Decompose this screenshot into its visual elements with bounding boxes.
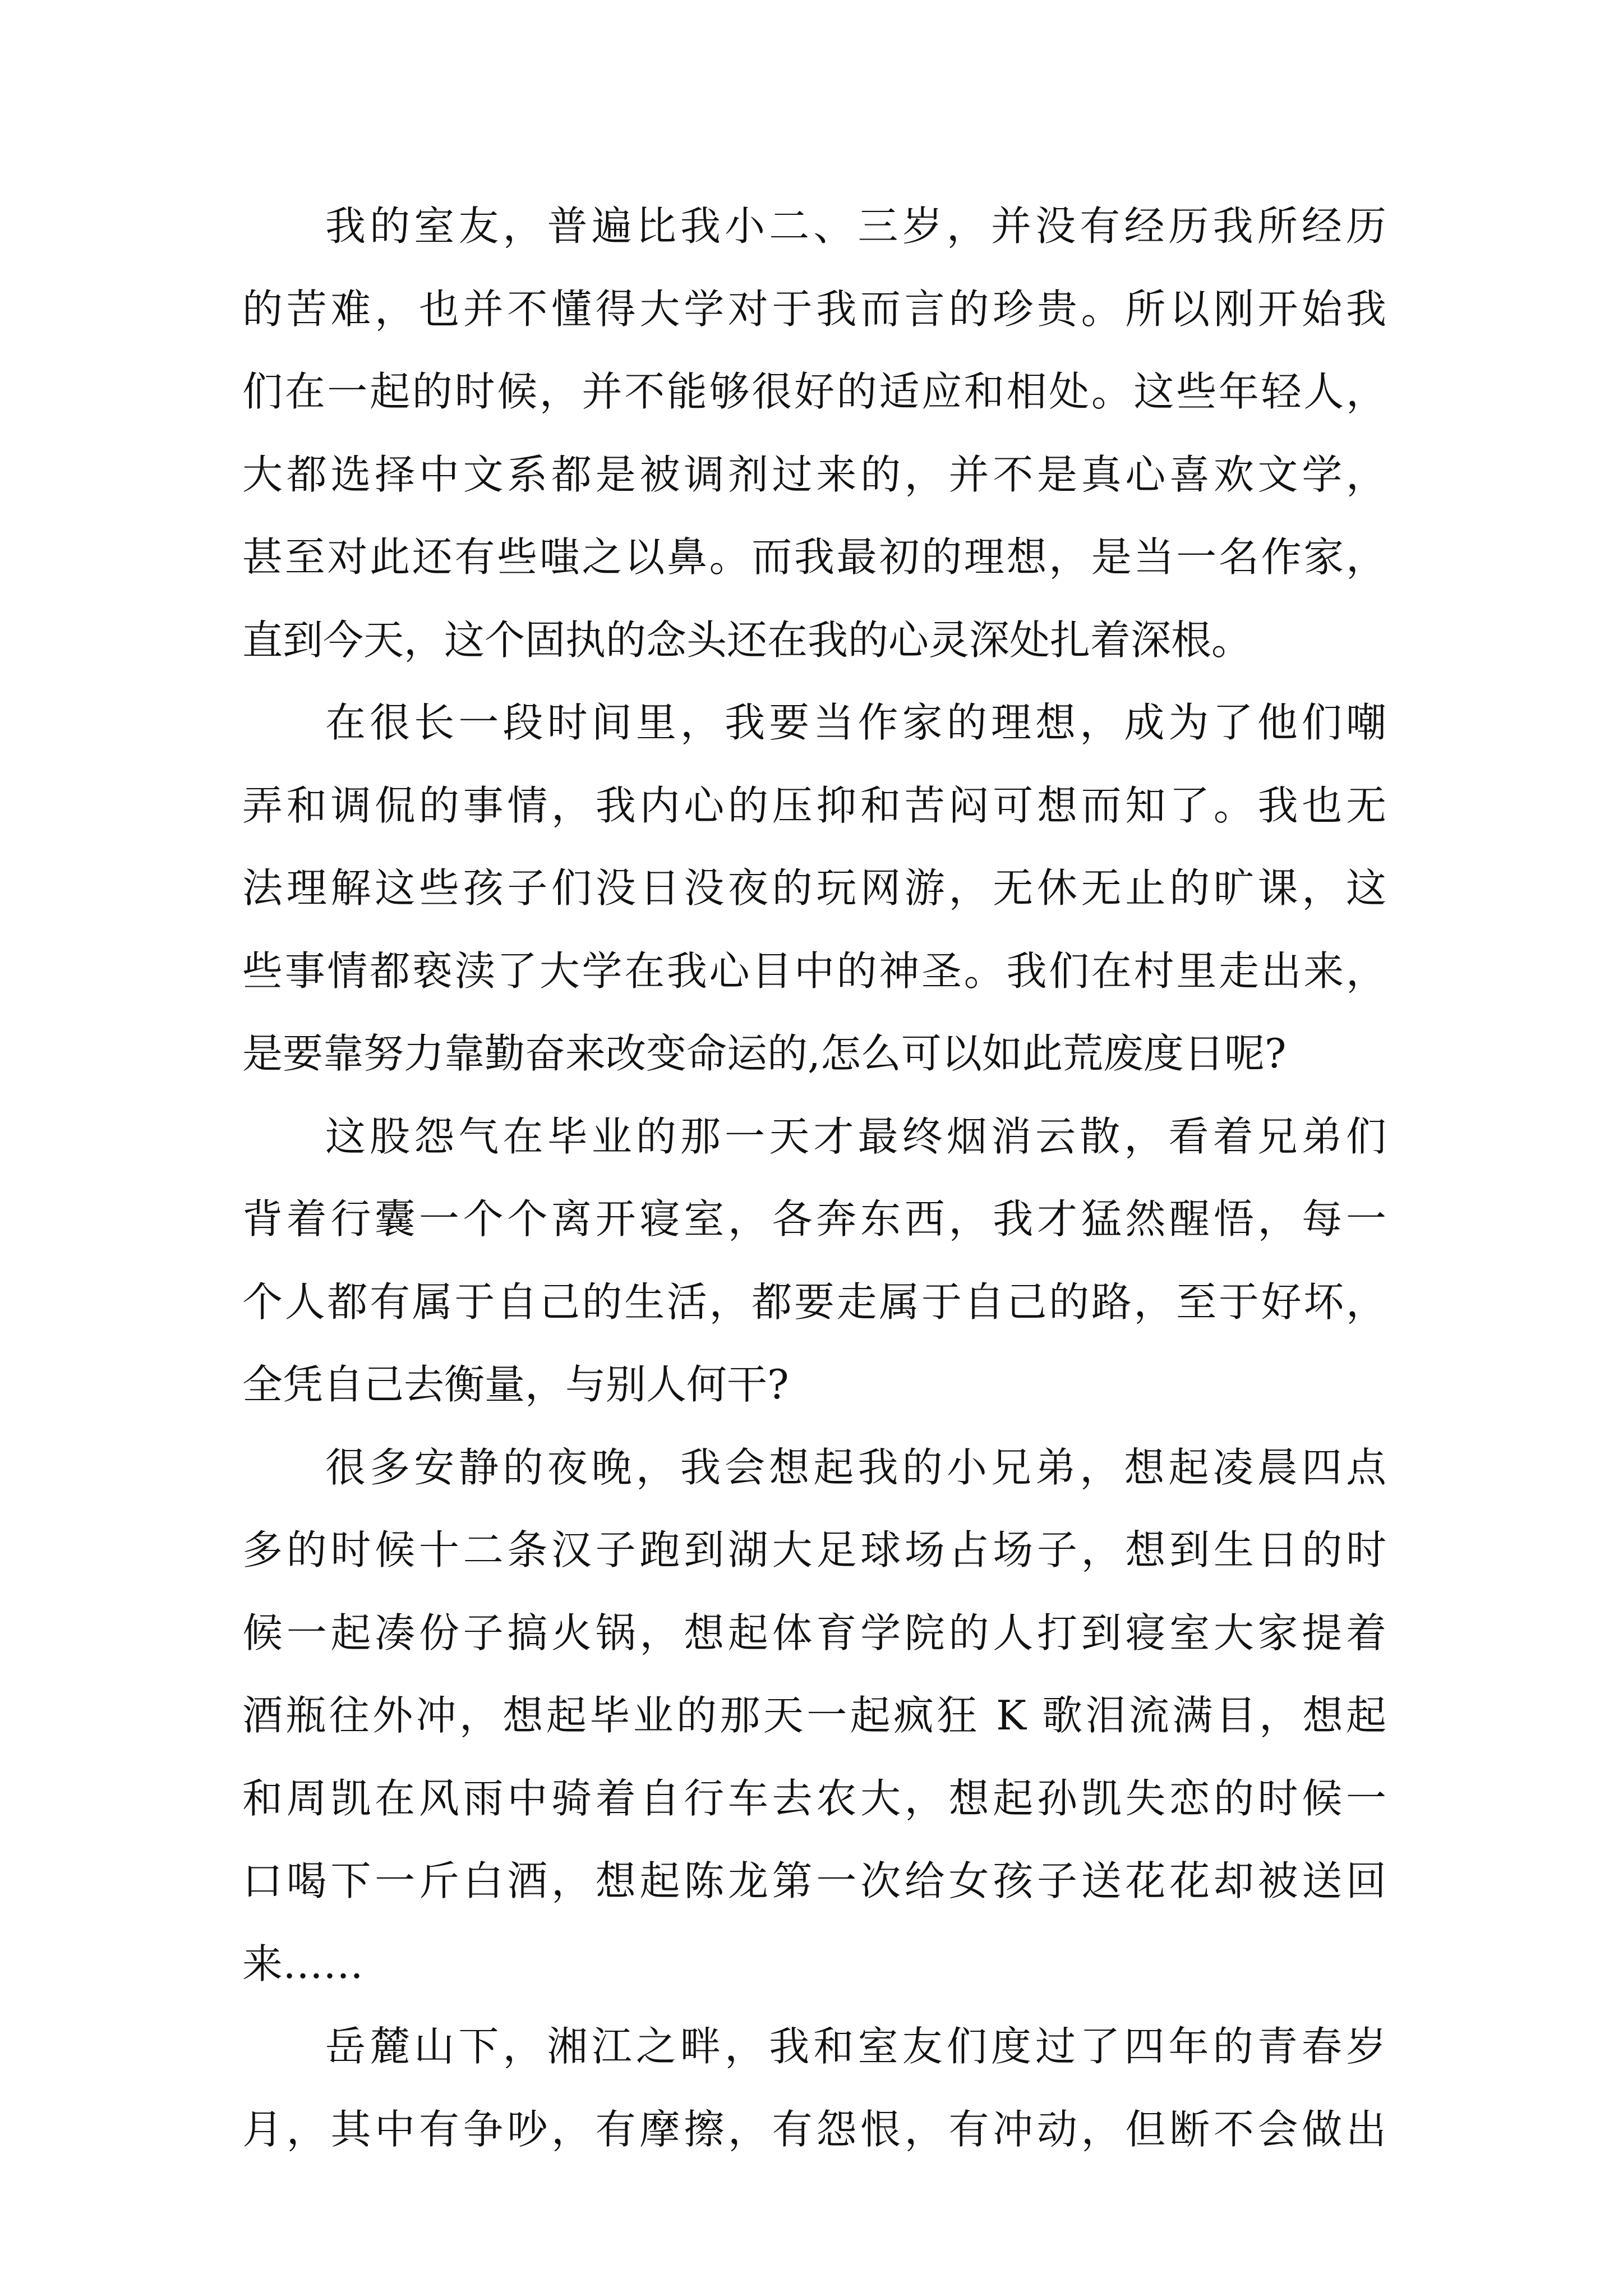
text-line: 多的时候十二条汉子跑到湖大足球场占场子，想到生日的时 [242, 1526, 1386, 1573]
text-line: 直到今天，这个固执的念头还在我的心灵深处扎着深根。 [242, 616, 1252, 664]
text-line: 我的室友，普遍比我小二、三岁，并没有经历我所经历 [325, 203, 1386, 250]
text-line: 弄和调侃的事情，我内心的压抑和苦闷可想而知了。我也无 [242, 781, 1386, 829]
body-text [242, 185, 1386, 2171]
text-line: 在很长一段时间里，我要当作家的理想，成为了他们嘲 [325, 699, 1386, 746]
text-line: 很多安静的夜晚，我会想起我的小兄弟，想起凌晨四点 [325, 1443, 1386, 1491]
text-line: 来…… [242, 1940, 364, 1987]
text-line: 这股怨气在毕业的那一天才最终烟消云散，看着兄弟们 [325, 1112, 1386, 1160]
text-line: 候一起凑份子搞火锅，想起体育学院的人打到寝室大家提着 [242, 1609, 1386, 1657]
text-line: 酒瓶往外冲，想起毕业的那天一起疯狂 K 歌泪流满目，想起 [242, 1692, 1386, 1739]
text-line: 的苦难，也并不懂得大学对于我而言的珍贵。所以刚开始我 [242, 285, 1386, 333]
text-line: 月，其中有争吵，有摩擦，有怨恨，有冲动，但断不会做出 [242, 2105, 1386, 2153]
text-line: 些事情都亵渎了大学在我心目中的神圣。我们在村里走出来， [242, 947, 1386, 995]
text-line: 口喝下一斤白酒，想起陈龙第一次给女孩子送花花却被送回 [242, 1857, 1386, 1904]
text-line: 甚至对此还有些嗤之以鼻。而我最初的理想，是当一名作家， [242, 533, 1386, 581]
text-line: 大都选择中文系都是被调剂过来的，并不是真心喜欢文学， [242, 450, 1386, 498]
text-line: 们在一起的时候，并不能够很好的适应和相处。这些年轻人， [242, 368, 1386, 415]
text-line: 岳麓山下，湘江之畔，我和室友们度过了四年的青春岁 [325, 2023, 1386, 2070]
text-line: 背着行囊一个个离开寝室，各奔东西，我才猛然醒悟，每一 [242, 1195, 1386, 1243]
text-line: 是要靠努力靠勤奋来改变命运的,怎么可以如此荒废度日呢? [242, 1030, 1287, 1077]
text-line: 法理解这些孩子们没日没夜的玩网游，无休无止的旷课，这 [242, 864, 1386, 912]
text-line: 全凭自己去衡量，与别人何干? [242, 1361, 789, 1408]
text-line: 和周凯在风雨中骑着自行车去农大，想起孙凯失恋的时候一 [242, 1774, 1386, 1822]
text-line: 个人都有属于自己的生活，都要走属于自己的路，至于好坏， [242, 1278, 1386, 1326]
